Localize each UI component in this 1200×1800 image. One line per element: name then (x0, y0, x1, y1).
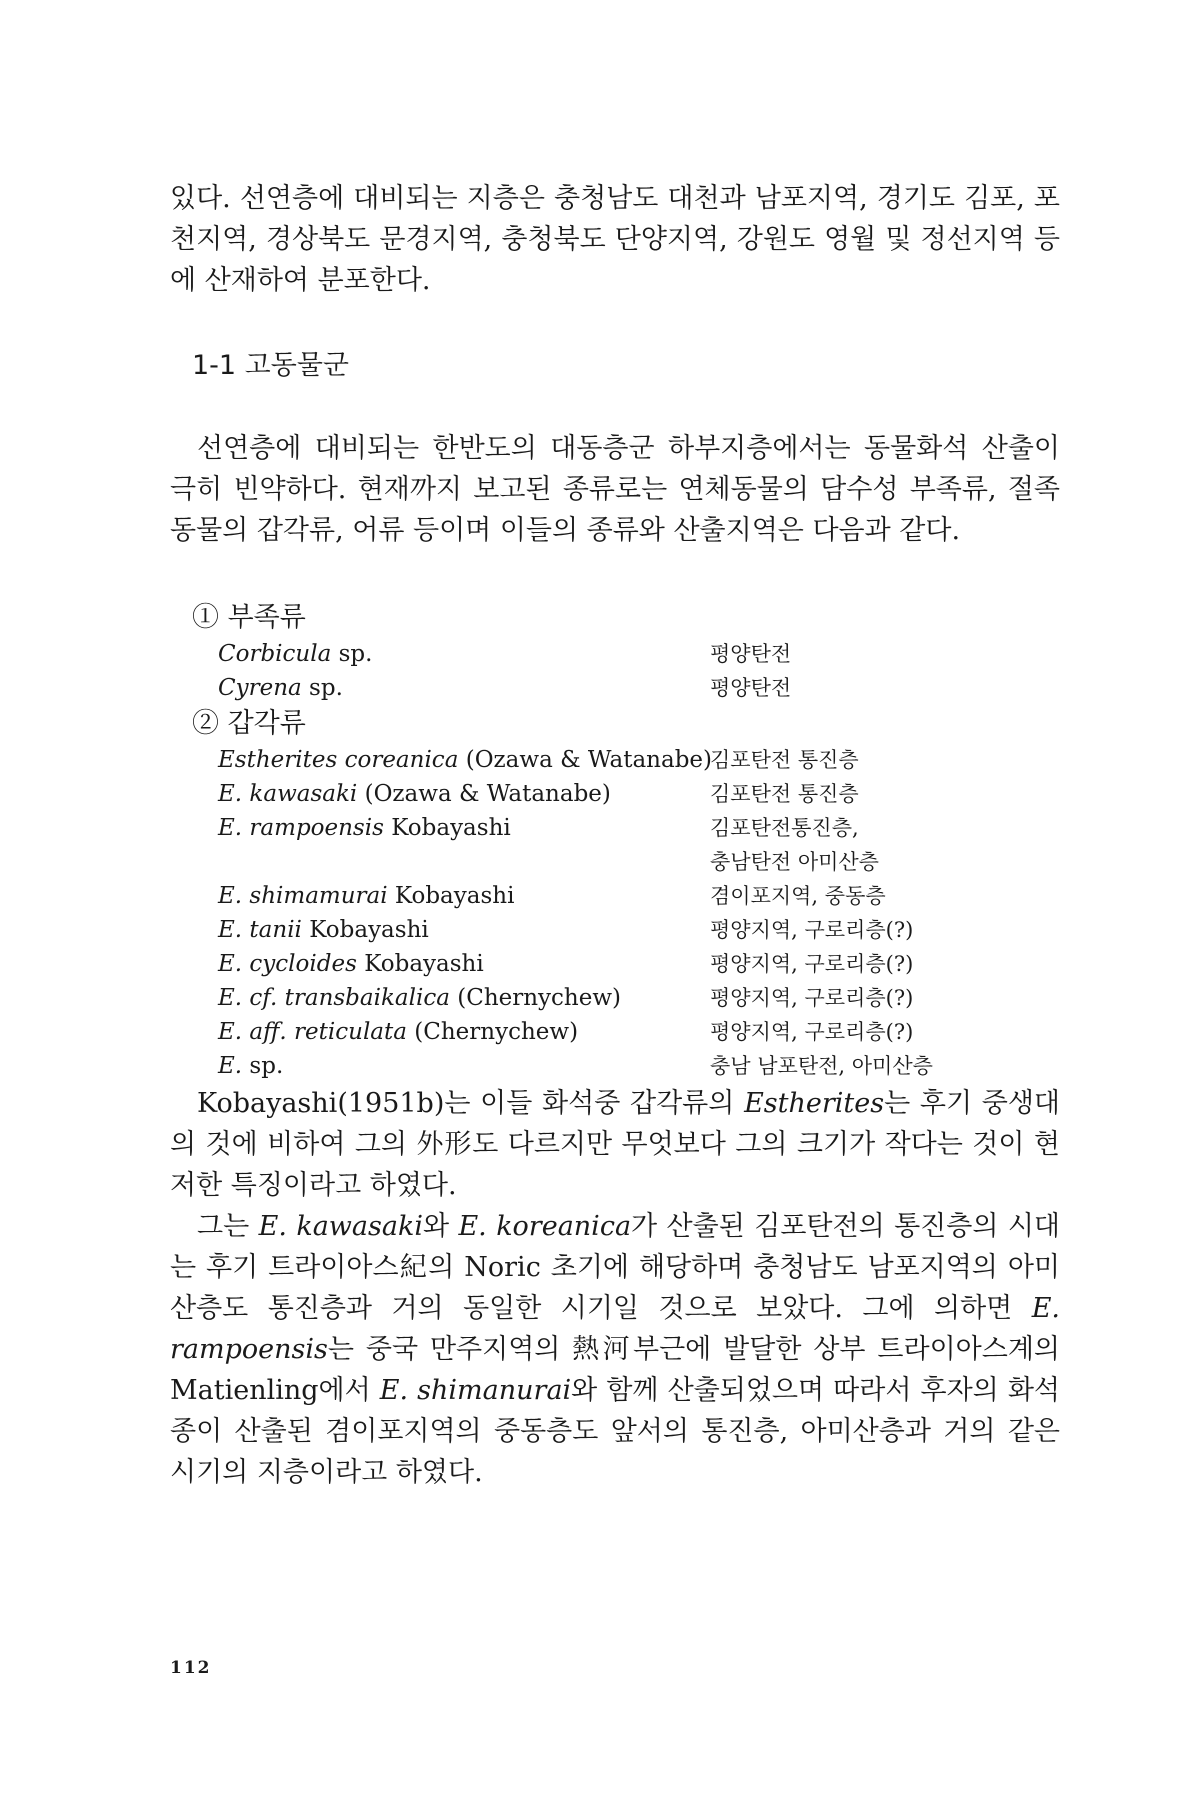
species-row (170, 913, 1060, 947)
species-name (170, 743, 713, 777)
species-author: (Ozawa & Watanabe) (364, 781, 611, 807)
scientific-name: E. kawasaki (258, 1211, 423, 1242)
species-name (170, 879, 710, 913)
species-author: Kobayashi (391, 815, 511, 841)
species-genus: E. (218, 815, 243, 841)
species-locality: 충남 남포탄전, 아미산층 (710, 1054, 933, 1078)
species-genus: Estherites (218, 747, 338, 773)
species-name (170, 947, 710, 981)
species-name (170, 1015, 710, 1049)
species-locality: 평양탄전 (710, 676, 792, 700)
species-locality: 충남탄전 아미산층 (710, 850, 879, 874)
species-list (170, 599, 1060, 1083)
species-author: sp. (309, 675, 343, 701)
species-name (170, 811, 710, 845)
species-epithet: cf. transbaikalica (249, 985, 450, 1011)
species-name (170, 637, 710, 671)
species-genus: E. (218, 917, 243, 943)
species-genus: E. (218, 985, 243, 1011)
kobayashi-paragraph (170, 1083, 1060, 1206)
species-genus: E. (218, 1053, 243, 1079)
intro-paragraph: 있다. 선연층에 대비되는 지층은 충청남도 대천과 남포지역, 경기도 김포, 포천지역, 경상북도 문경지역, 충청북도 단양지역, 강원도 영월 및 정선지역 등에 산재하여 분포한다. (170, 183, 1060, 296)
species-locality: 김포탄전 통진층 (710, 782, 859, 806)
species-row (170, 1015, 1060, 1049)
text-run: 그는 (197, 1211, 259, 1242)
species-row (170, 845, 1060, 879)
species-author: Kobayashi (364, 951, 484, 977)
species-row (170, 1049, 1060, 1083)
species-author: (Chernychew) (457, 985, 622, 1011)
species-genus: Corbicula (218, 641, 332, 667)
species-row (170, 777, 1060, 811)
species-name (170, 671, 710, 705)
species-author: (Chernychew) (414, 1019, 579, 1045)
species-locality: 평양탄전 (710, 642, 792, 666)
species-locality: 겸이포지역, 중동층 (710, 884, 886, 908)
species-genus: E. (218, 1019, 243, 1045)
species-author: (Ozawa & Watanabe) (465, 747, 713, 773)
species-name (170, 981, 710, 1015)
text-run: 와 (422, 1211, 459, 1242)
species-epithet: kawasaki (249, 781, 358, 807)
group-heading-crustaceans: ② 갑각류 (192, 708, 306, 739)
species-locality: 평양지역, 구로리층(?) (710, 918, 914, 942)
species-genus: E. (218, 883, 243, 909)
species-author: Kobayashi (309, 917, 429, 943)
species-author: sp. (338, 641, 373, 667)
species-epithet: rampoensis (249, 815, 384, 841)
text-run: 가 산출된 김포탄전의 통진층의 시대는 후기 트라이아스紀의 Noric 초기에 해당하며 충청남도 남포지역의 아미산층도 통진층과 거의 동일한 시기일 것으로 보았다. 그에 의하면 (170, 1211, 1061, 1324)
section-paragraph: 선연층에 대비되는 한반도의 대동층군 하부지층에서는 동물화석 산출이 극히 빈약하다. 현재까지 보고된 종류로는 연체동물의 담수성 부족류, 절족동물의 갑각류, 어류 등이며 이들의 종류와 산출지역은 다음과 같다. (170, 433, 1060, 546)
species-epithet: shimamurai (249, 883, 388, 909)
dating-paragraph (170, 1206, 1060, 1493)
species-genus: Cyrena (218, 675, 302, 701)
species-locality: 김포탄전 통진층 (710, 748, 859, 772)
text-run: Kobayashi(1951b)는 이들 화석중 갑각류의 (197, 1088, 745, 1119)
section-title: 1-1 고동물군 (192, 350, 350, 381)
scientific-name: Estherites (744, 1088, 885, 1119)
species-locality: 평양지역, 구로리층(?) (710, 1020, 914, 1044)
page-number: 112 (170, 1658, 212, 1678)
species-row (170, 811, 1060, 845)
species-author: Kobayashi (394, 883, 515, 909)
species-row (170, 947, 1060, 981)
scientific-name: E. koreanica (458, 1211, 632, 1242)
species-row (170, 743, 1060, 777)
species-epithet: coreanica (344, 747, 459, 773)
species-locality: 평양지역, 구로리층(?) (710, 986, 914, 1010)
species-row (170, 637, 1060, 671)
species-row (170, 671, 1060, 705)
group-heading-bivalves: ① 부족류 (192, 602, 306, 633)
species-locality: 평양지역, 구로리층(?) (710, 952, 914, 976)
species-row (170, 981, 1060, 1015)
text-run: 는 중국 만주지역의 熱河부근에 발달한 상부 트라이아스계의 Matienling에서 (170, 1334, 1060, 1406)
scientific-name: E. rampoensis (170, 1293, 1060, 1365)
text-run: 와 함께 산출되었으며 따라서 후자의 화석종이 산출된 겸이포지역의 중동층도 앞서의 통진층, 아미산층과 거의 같은 시기의 지층이라고 하였다. (170, 1375, 1060, 1488)
species-name (170, 913, 710, 947)
species-epithet: aff. reticulata (249, 1019, 407, 1045)
scientific-name: E. shimanurai (379, 1375, 572, 1406)
species-epithet: tanii (249, 917, 302, 943)
page-body (170, 178, 1060, 1493)
species-author: sp. (249, 1053, 284, 1079)
species-locality: 김포탄전통진층, (710, 816, 859, 840)
species-name (170, 1049, 710, 1083)
species-genus: E. (218, 781, 243, 807)
species-name (170, 845, 710, 879)
species-epithet: cycloides (249, 951, 357, 977)
species-genus: E. (218, 951, 243, 977)
species-name (170, 777, 710, 811)
text-run: 는 후기 중생대의 것에 비하여 그의 外形도 다르지만 무엇보다 그의 크기가 작다는 것이 현저한 특징이라고 하였다. (170, 1088, 1060, 1201)
species-row (170, 879, 1060, 913)
